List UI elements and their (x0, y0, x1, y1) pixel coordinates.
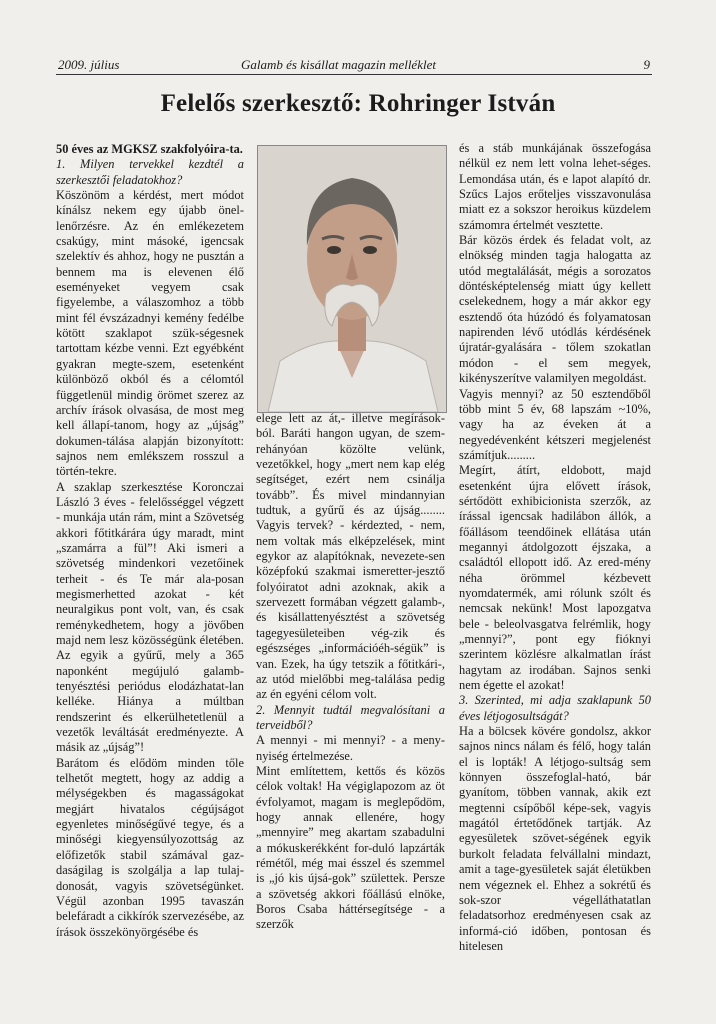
paragraph: és a stáb munkájának összefogása nélkül ez nem lett volna lehet-séges. Lemondása után, és e lapot alapító dr. Szűcs Lajos erőteljes visszavonulása miatt ez a sokszor heroikus küzdelem számomra értelmét vesztette. (459, 141, 651, 232)
paragraph: Vagyis mennyi? az 50 esztendőből több mint 5 év, 68 lapszám ~10%, vagy ha az éveken át a negyedévenként kétszeri megjelenést számítjuk......... (459, 386, 651, 462)
paragraph: A mennyi - mi mennyi? - a meny-nyiség értelmezése. (256, 733, 445, 763)
paragraph: Köszönöm a kérdést, mert módot kínálsz nekem egy újabb önel-lenőrzésre. Az én emlékezetem csakúgy, mint másoké, igencsak szelektív és ahhoz, hogy ne pusztán a bennem ma is elevenen élő eseményeket vegyem csak figyelembe, a válaszomhoz a több mint fél évszázadnyi kemény fedélbe kötött szaklapot szük-ségesnek tartottam kézbe venni. Ezt egyébként gyakran megte-szem, esetenként különböző okból és a célomtól függetlenül mindig örömet szerez az archív írások olvasása, de most meg kell állapí-tanom, hogy az „újság” dokumen-tálása alapján bizonyított: sajnos nem emlékszem rosszul a történ-tekre. (56, 188, 244, 479)
question-2: 2. Mennyit tudtál megvalósítani a terveidből? (256, 702, 445, 732)
paragraph: Megírt, átírt, eldobott, majd esetenként újra elővett írások, sértődött exhibicionista szerzők, az írással igencsak hadilábon állók, a főállásom teendőinek ellátása után megannyi átdolgozott éjszaka, a családtól ellopott idő. Az ered-mény néha örömmel kézbevett nyomdatermék, ami rólunk szólt és nemcsak nekünk! Most lapozgatva bele - beleolvasgatva felrémlik, hogy „mennyi?”, pont egy fióknyi szerintem közlésre alkalmatlan írást hagytam az irodában. Sajnos senki nem égette el azokat! (459, 463, 651, 693)
article-lead: 50 éves az MGKSZ szakfolyóira-ta. (56, 142, 243, 156)
portrait-illustration (258, 146, 446, 412)
running-header (56, 54, 652, 75)
issue-date: 2009. július (58, 57, 120, 72)
portrait-photo (257, 145, 447, 413)
text-column-2 (256, 411, 445, 933)
magazine-name: Galamb és kisállat magazin melléklet (241, 57, 436, 72)
paragraph: Bár közös érdek és feladat volt, az elnökség minden tagja halogatta az utód megtalálását, mégis a sorozatos döntésképtelenség miatt úgy kellett cselekednem, hogy a már akkor egy esztendő óta húzódó és folyamatosan napirenden lévő utódlás kérdésének újratár-gyalására - tőlem szokatlan módon - el sem megyek, kikényszerítve valamilyen megoldást. (459, 233, 651, 386)
paragraph: elege lett az át,- illetve megírások-ból. Baráti hangon ugyan, de szem-rehányóan közölte velünk, vezetőkkel, hogy „mert nem kap elég segítséget, ezért nem csinálja tovább”. És mivel mindannyian tudtuk, a gyűrű és az újság........ Vagyis tervek? - kérdezted, - nem, nem voltak más elképzelések, mint egykor az alapítóknak, nevezete-sen középfokú szakmai ismeretter-jesztő folyóiratot adni azoknak, akik a szervezett formában végzett galamb-, és kisállattenyésztést a szövetség tagegyesületeiben vég-zik és egészséges „információéh-ségük” is van. Ezek, ha úgy tetszik a főtitkári-, az utód mielőbbi meg-találása pedig az én egyéni célom volt. (256, 411, 445, 702)
page-number: 9 (643, 57, 650, 72)
article-title: Felelős szerkesztő: Rohringer István (160, 90, 556, 117)
paragraph: Ha a bölcsek kövére gondolsz, akkor sajnos nincs nálam és félő, hogy talán el is lopták! A létjogo-sultság sem könnyen összefoglal-ható, bár gyanítom, többen vannak, akik ezt megtenni csípőből képe-sek, vagyis magától értetődőnek tartják. Az egyesületek szövet-ségének egyik burkolt feladata felvállalni mindazt, amit a tage-gyesületek saját életükben nem végeznek el. Ehhez a sokrétű és sok-szor végelláthatatlan feladatsorhoz eredményesen csak az informá-ció időben, pontosan és hitelesen (459, 724, 651, 953)
paragraph: Barátom és elődöm minden tőle telhetőt megtett, hogy az addig a mélységekben és magasságokat megjárt hivatalos cégújságot egyenletes minőségűvé tegye, és a minőségi kiegyensúlyozottság az előfizetők stabil számával gaz-daságilag is szolgálja a lap tulaj-donosát, vagyis szövetségünket. Végül azonban 1995 tavaszán belefáradt a cikkírók szervezésébe, az írások összekönyörgésébe és (56, 755, 244, 939)
question-3: 3. Szerinted, mi adja szaklapunk 50 éves létjogosultságát? (459, 693, 651, 723)
text-column-1 (56, 142, 244, 940)
text-column-3 (459, 141, 651, 954)
paragraph: Mint említettem, kettős és közös célok voltak! Ha végiglapozom az öt évfolyamot, magam is meglepődöm, hogy annak ellenére, hogy „mennyire” meg akartam szabadulni a mókuskerékként for-duló lapzárták rémétől, még mai ésszel és szemmel is „jó kis újsá-gok” születtek. Persze a szövetség akkori főállású elnöke, Boros Csaba háttérsegítsége - a szerzők (256, 763, 445, 932)
question-1: 1. Milyen tervekkel kezdtél a szerkesztői feladatokhoz? (56, 157, 244, 187)
paragraph: A szaklap szerkesztése Koronczai László 3 éves - felelősséggel végzett - munkája után rám, mint a Szövetség akkori főtitkárára úgy maradt, mint „szamárra a fül”! Aki ismeri a szövetség mindenkori vezetőinek terheit - és Te már ala-posan megismerhetted azokat - két neuralgikus pont volt, van, és csak reménykedhetem, hogy a jövőben majd nem lesz közösségünk életében. Az egyik a gyűrű, mely a 365 naponként megújuló galamb-tenyésztési periódus elodázhatat-lan kelléke. Hiánya a múltban rendszerint és elkerülhetetlenül a vezetők leváltását eredményezte. A másik az „újság”! (56, 479, 244, 755)
